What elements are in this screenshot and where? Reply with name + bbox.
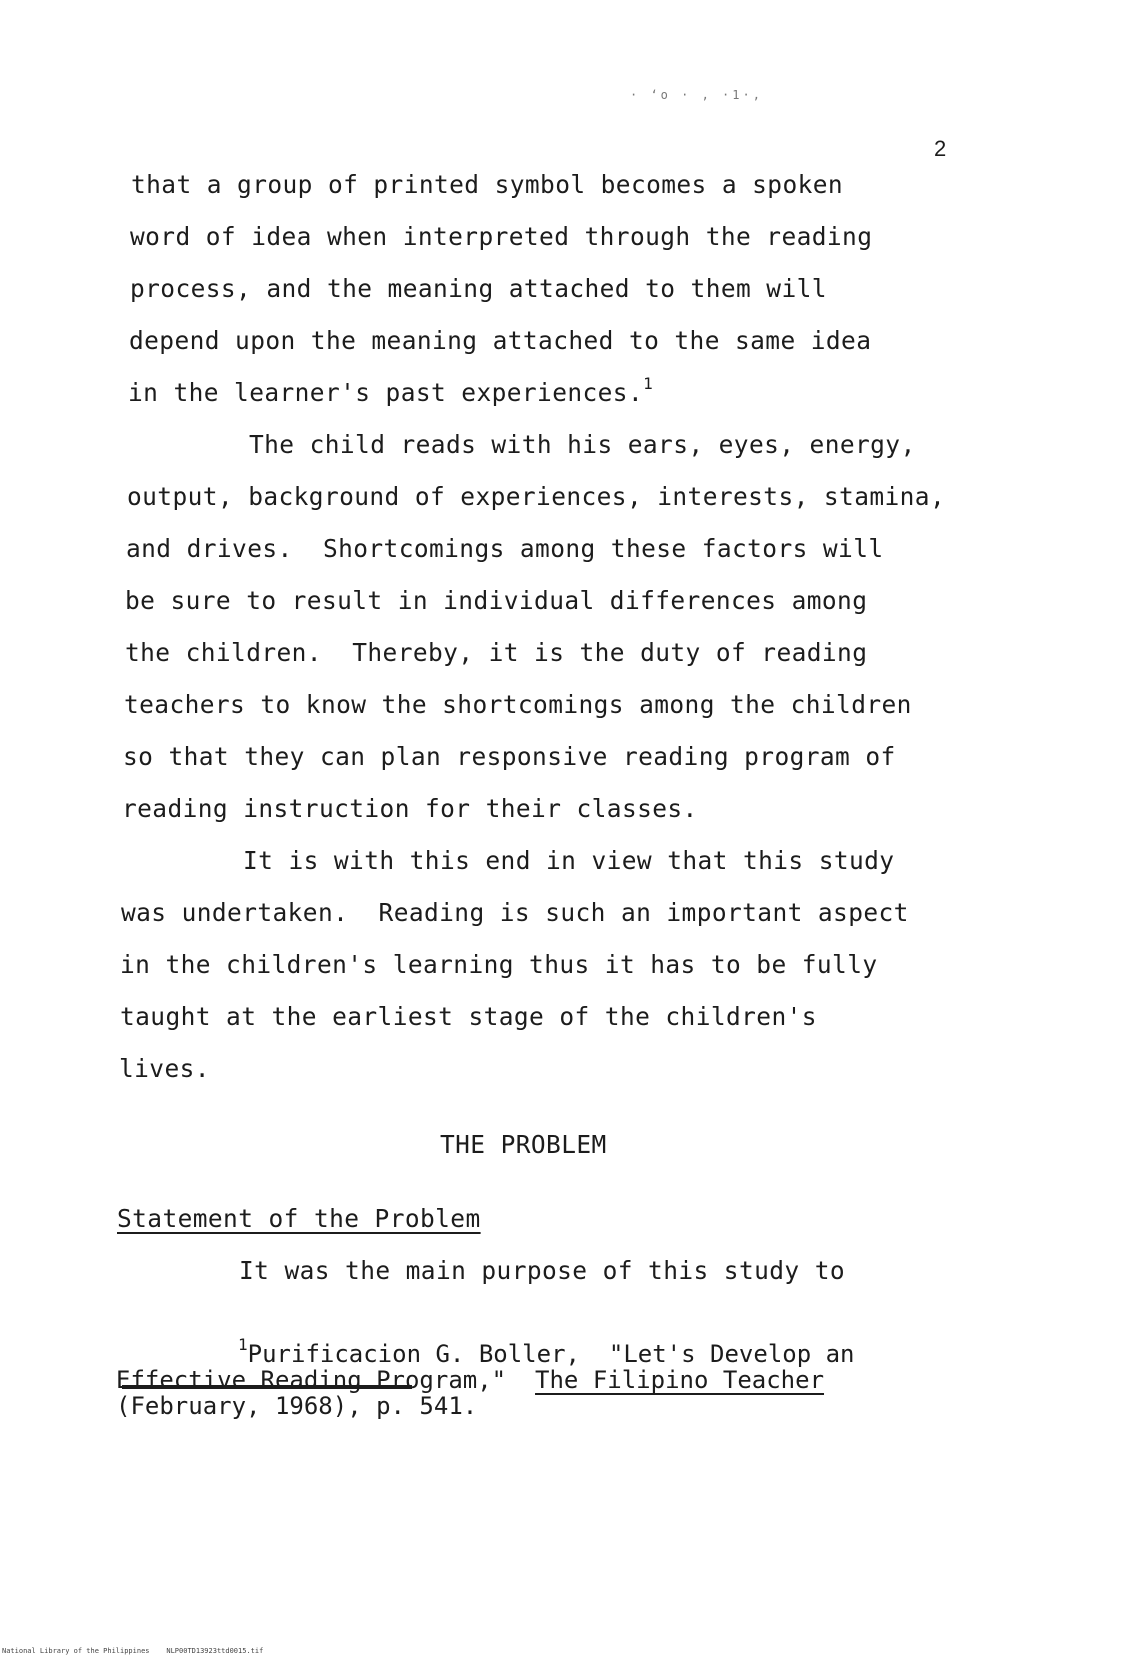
footnote-line [116, 1366, 824, 1394]
body-line-text: in the learner's past experiences. [128, 378, 644, 407]
footnote-line: (February, 1968), p. 541. [116, 1392, 478, 1420]
footnote-text: Effective Reading Program," [116, 1366, 536, 1394]
body-line: the children. Thereby, it is the duty of reading [125, 638, 868, 667]
footnote-ref: 1 [643, 374, 654, 393]
body-line: depend upon the meaning attached to the same idea [129, 326, 872, 355]
body-line: process, and the meaning attached to them will [130, 274, 827, 303]
body-line: word of idea when interpreted through the reading [130, 222, 873, 251]
footnote-number: 1 [238, 1335, 248, 1354]
body-line-with-ref [128, 374, 654, 411]
body-line: It was the main purpose of this study to [239, 1256, 846, 1285]
footer-file: NLP00TD13923ttd0015.tif [166, 1647, 264, 1655]
section-subheading: Statement of the Problem [117, 1204, 481, 1233]
body-line: taught at the earliest stage of the children's [120, 1002, 817, 1031]
footnote-journal-title: The Filipino Teacher [535, 1366, 825, 1394]
page-number: 2 [934, 136, 947, 161]
body-line: lives. [119, 1054, 210, 1083]
body-line: that a group of printed symbol becomes a spoken [131, 170, 844, 199]
footer-library: National Library of the Philippines [2, 1647, 150, 1655]
scan-mark: · ‘o · , ·1·, [630, 88, 763, 102]
section-heading: THE PROBLEM [440, 1130, 607, 1159]
body-line: output, background of experiences, interests, stamina, [127, 482, 946, 511]
body-line: It is with this end in view that this study [243, 846, 895, 875]
body-line: The child reads with his ears, eyes, energy, [249, 430, 916, 459]
scan-footer [2, 1647, 263, 1655]
body-line: reading instruction for their classes. [122, 794, 698, 823]
body-line: be sure to result in individual differences among [125, 586, 868, 615]
body-line: was undertaken. Reading is such an important aspect [121, 898, 909, 927]
body-line: so that they can plan responsive reading program of [123, 742, 896, 771]
body-line: and drives. Shortcomings among these factors will [126, 534, 884, 563]
body-line: in the children's learning thus it has to be fully [120, 950, 878, 979]
body-line: teachers to know the shortcomings among the children [124, 690, 912, 719]
footnote-text: Purificacion G. Boller, "Let's Develop an [247, 1340, 855, 1368]
